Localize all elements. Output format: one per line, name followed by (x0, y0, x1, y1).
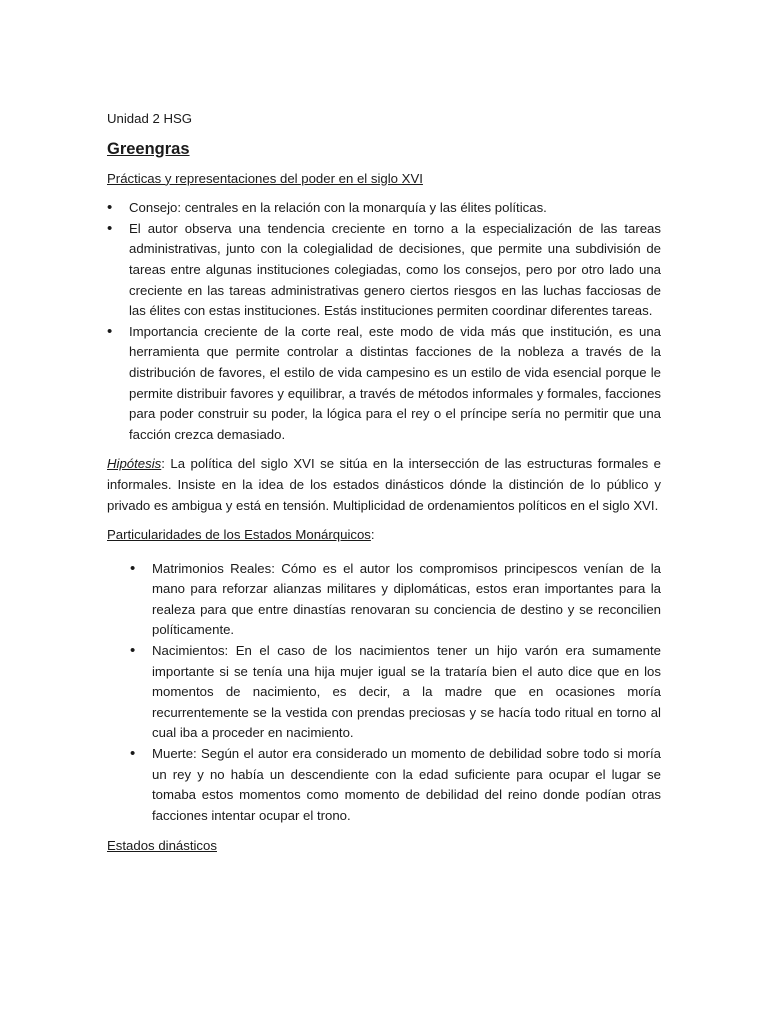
hypothesis-paragraph (107, 454, 661, 516)
document-body (107, 109, 661, 866)
bullet-list-practicas (107, 198, 661, 445)
section-heading-particularidades-text: Particularidades de los Estados Monárquicos (107, 527, 371, 543)
bullet-item-corte-real: • Importancia creciente de la corte real, este modo de vida más que institución, es una herramienta que permite controlar a distintas facciones de la nobleza a través de la distribución de favores, el estilo de vida campesino es un estilo de vida esencial porque le permite distribuir favores y equilibrar, a través de métodos informales y formales, facciones para poder construir su poder, la lógica para el rey o el príncipe sería no permitir que una facción crezca demasiado. (107, 322, 661, 446)
section-heading-practicas: Prácticas y representaciones del poder en el siglo XVI (107, 170, 423, 186)
bullet-list-particularidades (130, 559, 661, 827)
section-heading-particularidades (107, 525, 661, 546)
hypothesis-label: Hipótesis (107, 456, 162, 472)
bullet-item-matrimonios: • Matrimonios Reales: Cómo es el autor los compromisos principescos venían de la mano para reforzar alianzas militares y diplomáticas, estos eran importantes para la realeza para que entre dinastías renovaran su conciencia de destino y se reconcilien políticamente. (130, 559, 661, 641)
bullet-item-especializacion: • El autor observa una tendencia creciente en torno a la especialización de las tareas administrativas, junto con la colegialidad de decisiones, que permite una subdivisión de tareas entre algunas instituciones colegiadas, como los consejos, pero por otro lado una creciente en las tareas administrativas genero ciertos riesgos en las luchas facciosas de las élites con estas instituciones. Estás instituciones permiten coordinar diferentes tareas. (107, 219, 661, 322)
bullet-item-nacimientos: • Nacimientos: En el caso de los nacimientos tener un hijo varón era sumamente importante si se tenía una hija mujer igual se la trataría bien el auto dice que en los momentos de nacimiento, es decir, a la madre que en ocasiones moría recurrentemente se la vestida con prendas preciosas y se hacía todo ritual en torno al cual iba a proceder en nacimiento. (130, 641, 661, 744)
bullet-item-consejo: • Consejo: centrales en la relación con la monarquía y las élites políticas. (107, 198, 661, 219)
document-title: Greengras (107, 139, 190, 158)
hypothesis-text: : La política del siglo XVI se sitúa en la intersección de las estructuras formales e informales. Insiste en la idea de los estados dinásticos dónde la distinción de lo público y privado es ambigua y está en tensión. Multiplicidad de ordenamientos políticos en el siglo XVI. (107, 456, 661, 513)
unit-label: Unidad 2 HSG (107, 111, 193, 126)
bullet-item-muerte: • Muerte: Según el autor era considerado un momento de debilidad sobre todo si moría un rey y no había un descendiente con la edad suficiente para ocupar el lugar se tomaba estos momentos como momento de debilidad del reino donde podían otras facciones intentar ocupar el trono. (130, 744, 661, 826)
section-heading-estados-dinasticos: Estados dinásticos (107, 838, 217, 854)
section-heading-particularidades-colon: : (370, 527, 375, 543)
